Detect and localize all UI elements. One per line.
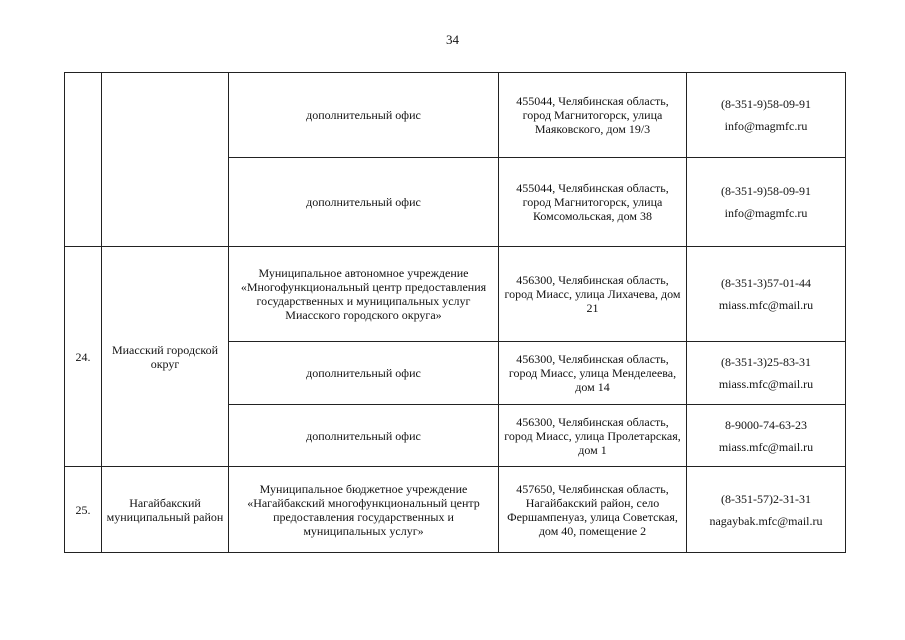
number-cell: 25. [65, 467, 102, 553]
contacts-cell [687, 73, 846, 158]
contacts-cell [687, 467, 846, 553]
address-cell: 455044, Челябинская область, город Магнитогорск, улица Комсомольская, дом 38 [499, 158, 687, 247]
contacts-cell [687, 342, 846, 405]
district-cell: Миасский городской округ [102, 247, 229, 467]
mfc-registry-table [64, 72, 846, 553]
table-row [65, 247, 846, 342]
contacts-cell [687, 158, 846, 247]
number-cell-continued [65, 73, 102, 247]
address-cell: 455044, Челябинская область, город Магнитогорск, улица Маяковского, дом 19/3 [499, 73, 687, 158]
email-text: miass.mfc@mail.ru [718, 377, 814, 391]
address-cell: 457650, Челябинская область, Нагайбакский район, село Фершампенуаз, улица Советская, дом 40, помещение 2 [499, 467, 687, 553]
number-cell: 24. [65, 247, 102, 467]
email-text: nagaybak.mfc@mail.ru [709, 513, 823, 528]
office-cell: дополнительный офис [229, 73, 499, 158]
office-cell: Муниципальное бюджетное учреждение «Нагайбакский многофункциональный центр предоставления государственных и муниципальных услуг» [229, 467, 499, 553]
address-cell: 456300, Челябинская область, город Миасс, улица Менделеева, дом 14 [499, 342, 687, 405]
office-cell: дополнительный офис [229, 342, 499, 405]
phone-text: (8-351-3)57-01-44 [721, 276, 811, 290]
table-row [65, 467, 846, 553]
contacts-cell [687, 405, 846, 467]
table-row [65, 73, 846, 158]
district-cell-continued [102, 73, 229, 247]
office-cell: дополнительный офис [229, 158, 499, 247]
office-cell: дополнительный офис [229, 405, 499, 467]
address-cell: 456300, Челябинская область, город Миасс, улица Лихачева, дом 21 [499, 247, 687, 342]
phone-text: (8-351-57)2-31-31 [721, 491, 811, 506]
phone-text: (8-351-3)25-83-31 [721, 355, 811, 369]
email-text: info@magmfc.ru [724, 119, 808, 133]
email-text: miass.mfc@mail.ru [718, 439, 814, 454]
email-text: info@magmfc.ru [724, 206, 808, 220]
phone-text: (8-351-9)58-09-91 [721, 97, 811, 111]
office-cell: Муниципальное автономное учреждение «Многофункциональный центр предоставления государственных и муниципальных услуг Миасского городского округа» [229, 247, 499, 342]
phone-text: (8-351-9)58-09-91 [721, 184, 811, 198]
phone-text: 8-9000-74-63-23 [725, 417, 807, 432]
email-text: miass.mfc@mail.ru [718, 298, 814, 312]
address-cell: 456300, Челябинская область, город Миасс, улица Пролетарская, дом 1 [499, 405, 687, 467]
contacts-cell [687, 247, 846, 342]
page-number: 34 [446, 32, 459, 47]
district-cell: Нагайбакский муниципальный район [102, 467, 229, 553]
